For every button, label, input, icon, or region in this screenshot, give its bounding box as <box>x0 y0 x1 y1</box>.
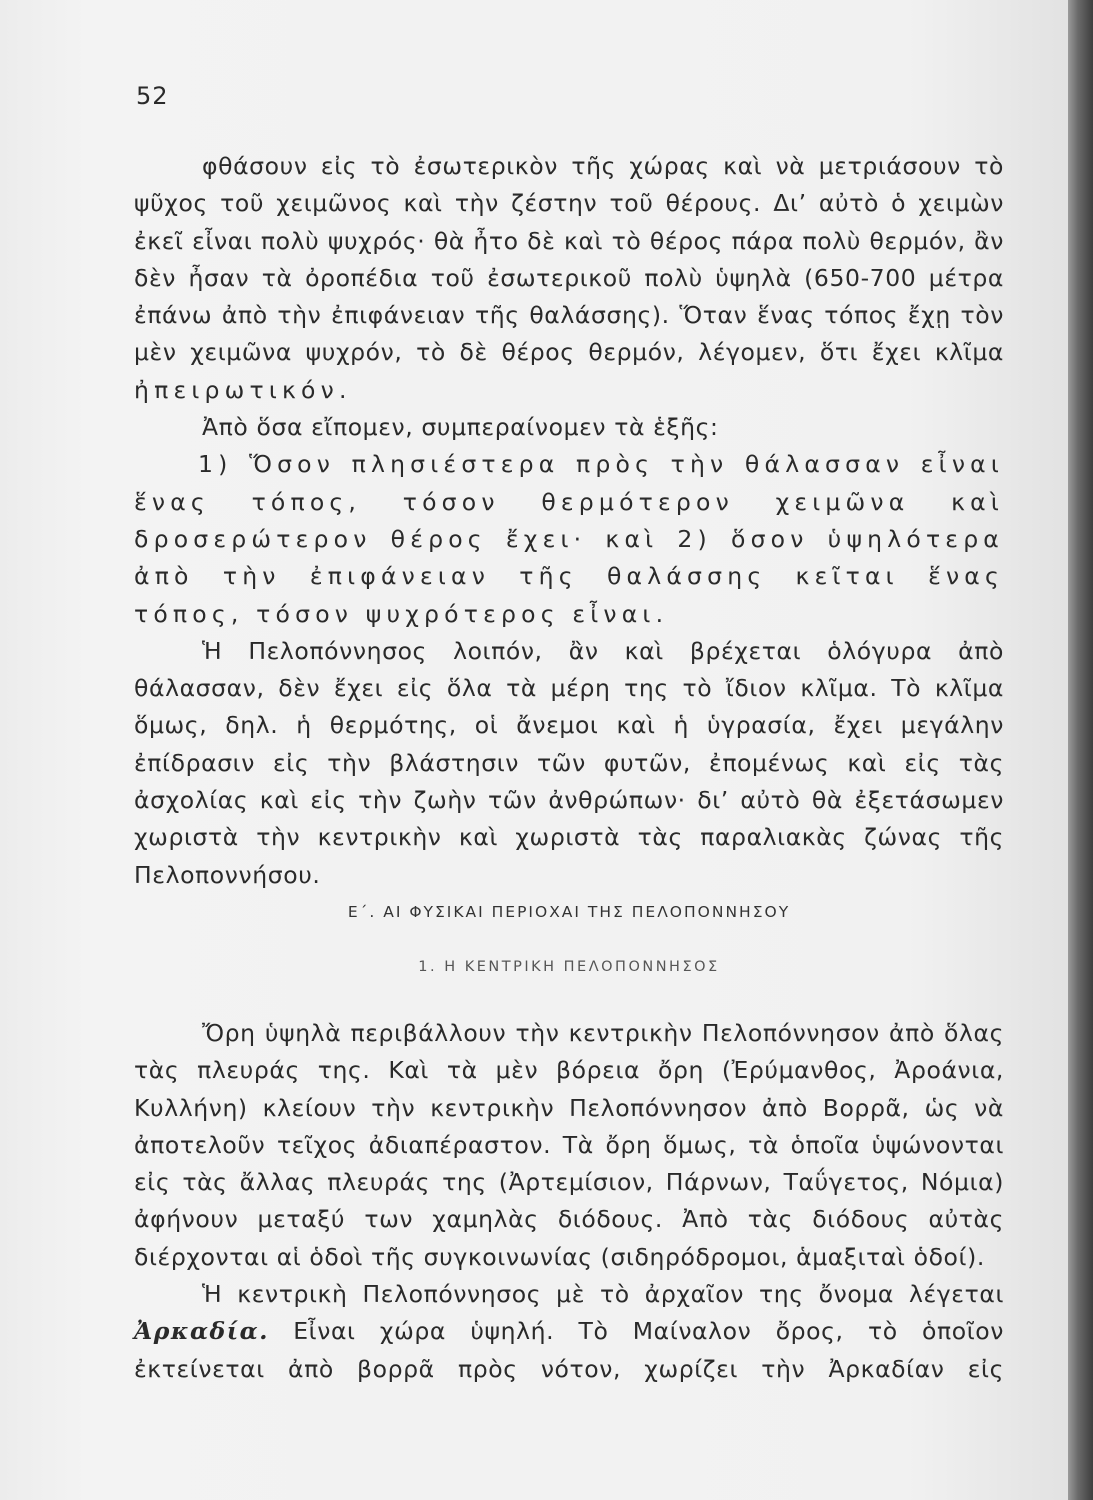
paragraph: Ἀπὸ ὅσα εἴπομεν, συμπεραίνομεν τὰ ἑξῆς: <box>202 413 719 442</box>
paragraph-text: φθάσουν εἰς τὸ ἐσωτερικὸν τῆς χώρας καὶ νὰ μετριάσουν τὸ ψῦχος τοῦ χειμῶνος καὶ τὴν ζέστην τοῦ θέρους. Δι’ αὐτὸ ὁ χειμὼν ἐκεῖ εἶναι πολὺ ψυχρός· θὰ ἦτο δὲ καὶ τὸ θέρος πάρα πολὺ θερμόν, ἂν δὲν ἦσαν τὰ ὀροπέδια τοῦ ἐσωτερικοῦ πολὺ ὑψηλὰ (650-700 μέτρα ἐπάνω ἀπὸ τὴν ἐπιφάνειαν τῆς θαλάσσης). Ὅταν ἕνας τόπος ἔχῃ τὸν μὲν χειμῶνα ψυχρόν, τὸ δὲ θέρος θερμόν, λέγομεν, ὅτι ἔχει κλῖμα <box>134 152 1004 367</box>
subheading: 1. Η ΚΕΝΤΡΙΚΗ ΠΕΛΟΠΟΝΝΗΣΟΣ <box>418 959 720 975</box>
paragraph-text: Ἡ κεντρικὴ Πελοπόννησος μὲ τὸ ἀρχαῖον της ὄνομα λέγεται <box>202 1280 1004 1309</box>
section-heading: Ε΄. ΑΙ ΦΥΣΙΚΑΙ ΠΕΡΙΟΧΑΙ ΤΗΣ ΠΕΛΟΠΟΝΝΗΣΟΥ <box>347 903 791 921</box>
paragraph-text: Εἶναι χώρα ὑψηλή. Τὸ Μαίναλον ὄρος, τὸ ὁποῖον ἐκτείνεται ἀπὸ βορρᾶ πρὸς νότον, χωρίζει τὴν Ἀρκαδίαν εἰς <box>134 1317 1004 1383</box>
paragraph: Ὄρη ὑψηλὰ περιβάλλουν τὴν κεντρικὴν Πελοπόννησον ἀπὸ ὅλας τὰς πλευράς της. Καὶ τὰ μὲν βόρεια ὄρη (Ἐρύμανθος, Ἀροάνια, Κυλλήνη) κλείουν τὴν κεντρικὴν Πελοπόννησον ἀπὸ Βορρᾶ, ὡς νὰ ἀποτελοῦν τεῖχος ἀδιαπέραστον. Τὰ ὄρη ὅμως, τὰ ὁποῖα ὑψώνονται εἰς τὰς ἄλλας πλευράς της (Ἀρτεμίσιον, Πάρνων, Ταΰγετος, Νόμια) ἀφήνουν μεταξύ των χαμηλὰς διόδους. Ἀπὸ τὰς διόδους αὐτὰς διέρχονται αἱ ὁδοὶ τῆς συγκοινωνίας (σιδηρόδρομοι, ἁμαξιταὶ ὁδοί). <box>134 1019 1004 1271</box>
page-edge-shadow <box>1068 0 1093 1500</box>
text-block-top <box>134 148 1004 894</box>
text-block-bottom <box>134 1015 1004 1388</box>
paragraph-rules: 1) Ὅσον πλησιέστερα πρὸς τὴν θάλασσαν εἶναι ἕνας τόπος, τόσον θερμότερον χειμῶνα καὶ δροσερώτερον θέρος ἔχει· καὶ 2) ὅσον ὑψηλότερα ἀπὸ τὴν ἐπιφάνειαν τῆς θαλάσσης κεῖται ἕνας τόπος, τόσον ψυχρότερος εἶναι. <box>134 450 1004 628</box>
emphasized-term: Ἀρκαδία. <box>134 1317 269 1346</box>
paragraph <box>134 148 1004 409</box>
paragraph: Ἡ Πελοπόννησος λοιπόν, ἂν καὶ βρέχεται ὁλόγυρα ἀπὸ θάλασσαν, δὲν ἔχει εἰς ὅλα τὰ μέρη της τὸ ἴδιον κλῖμα. Τὸ κλῖμα ὅμως, δηλ. ἡ θερμότης, οἱ ἄνεμοι καὶ ἡ ὑγρασία, ἔχει μεγάλην ἐπίδρασιν εἰς τὴν βλάστησιν τῶν φυτῶν, ἐπομένως καὶ εἰς τὰς ἀσχολίας καὶ εἰς τὴν ζωὴν τῶν ἀνθρώπων· δι’ αὐτὸ θὰ ἐξετάσωμεν χωριστὰ τὴν κεντρικὴν καὶ χωριστὰ τὰς παραλιακὰς ζώνας τῆς Πελοποννήσου. <box>134 636 1004 889</box>
page-number: 52 <box>136 82 169 110</box>
paragraph <box>134 1276 1004 1388</box>
spaced-term: ἠπειρωτικόν. <box>134 375 352 404</box>
